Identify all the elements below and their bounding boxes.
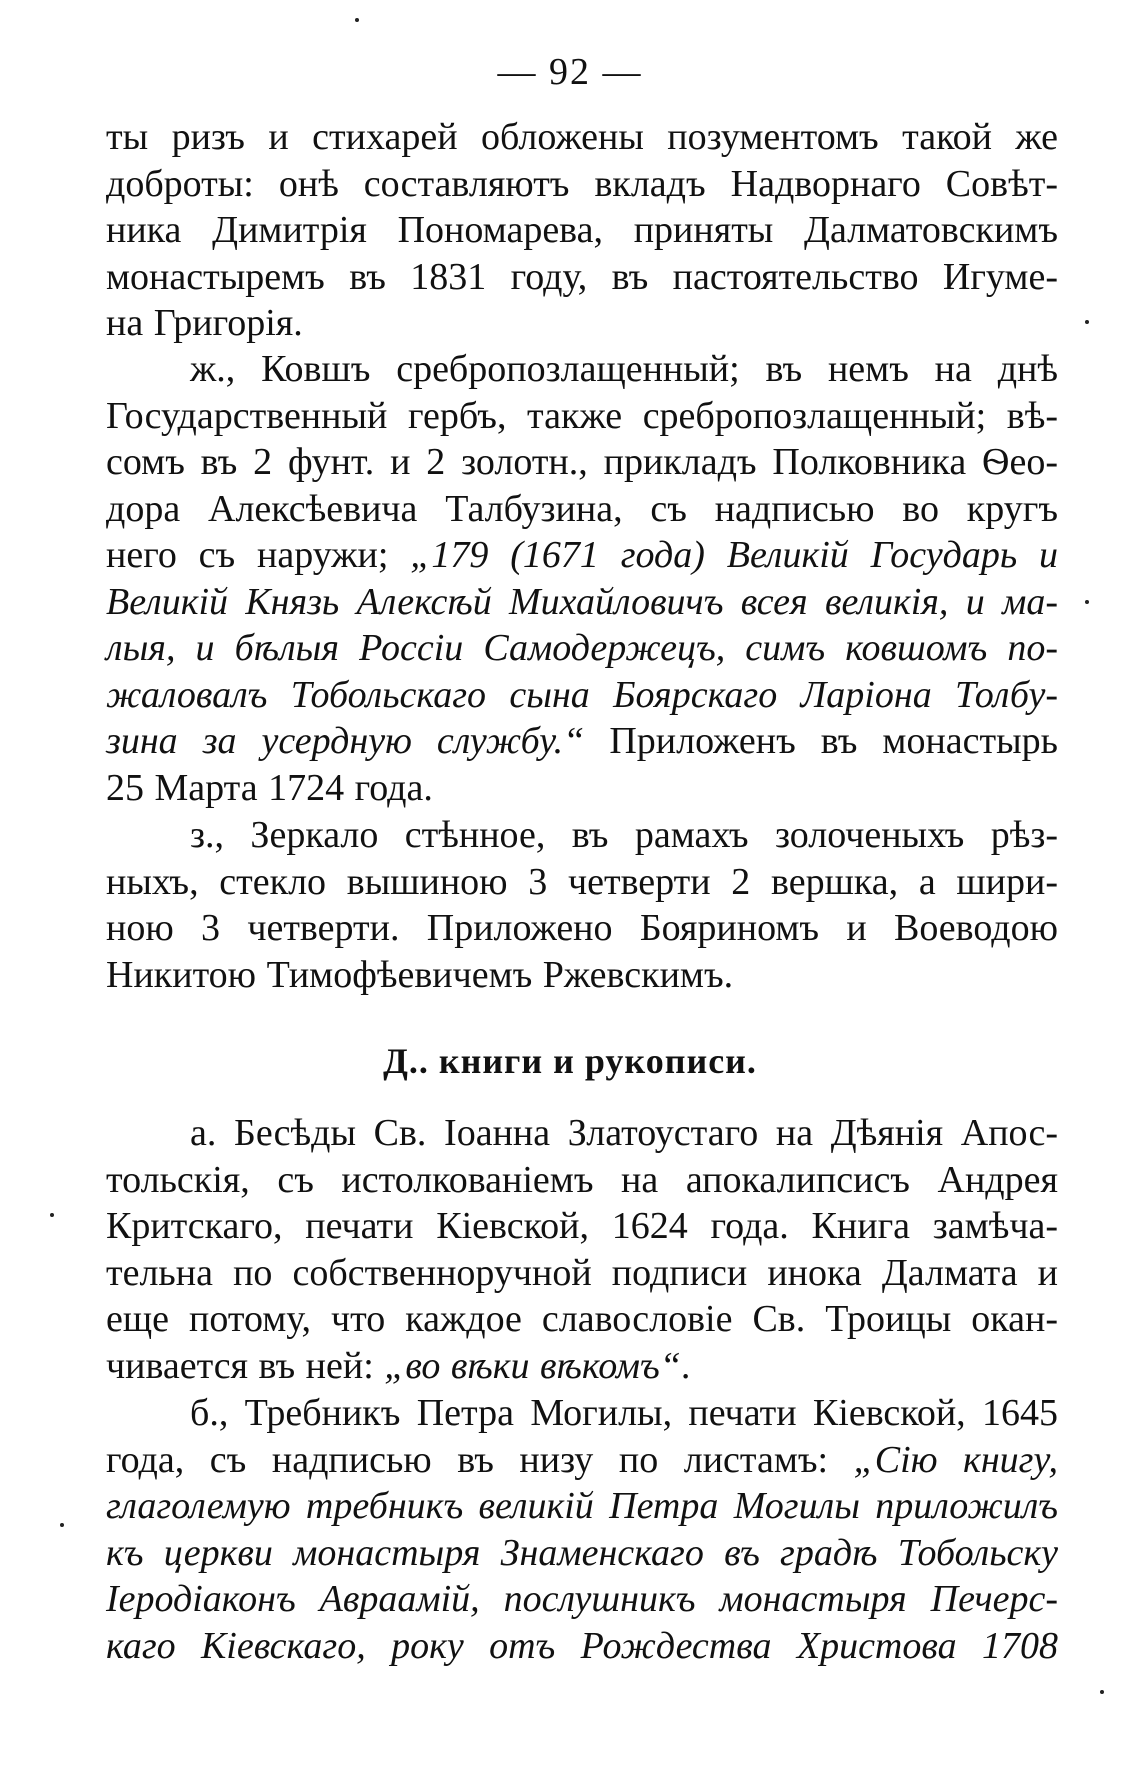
- quote-text: „во вѣки вѣкомъ“: [384, 1344, 681, 1387]
- text-line: [106, 718, 1058, 765]
- text-run: года, съ надписью въ низу по листамъ:: [106, 1438, 854, 1481]
- inscription-line: Великій Князь Алексѣй Михайловичъ всея великія, и ма-: [106, 580, 1058, 623]
- text-line: Критскаго, печати Кіевской, 1624 года. Книга замѣча-: [106, 1205, 1058, 1247]
- text-line: ты ризъ и стихарей обложены позументомъ такой же: [106, 116, 1058, 158]
- inscription-line: къ церкви монастыря Знаменскаго въ градѣ Тобольску: [106, 1531, 1058, 1574]
- paragraph-trebnik: [106, 1390, 1058, 1669]
- scan-speck: [1085, 320, 1089, 324]
- scan-speck: [1085, 600, 1089, 604]
- text-line: тельна по собственноручной подписи инока Далмата и: [106, 1251, 1058, 1294]
- text-line: а. Бесѣды Св. Іоанна Златоустаго на Дѣянія Апос-: [190, 1112, 1058, 1154]
- text-line: тольскія, съ истолкованіемъ на апокалипсисъ Андрея: [106, 1158, 1058, 1201]
- text-run: Приложенъ въ монастырь: [584, 720, 1058, 762]
- paragraph-besedy: [106, 1110, 1058, 1389]
- inscription-text: „Сію книгу,: [853, 1438, 1058, 1481]
- text-line: з., Зеркало стѣнное, въ рамахъ золоченыхъ рѣз-: [190, 814, 1058, 856]
- paragraph-mirror: [106, 812, 1058, 998]
- text-line: Никитою Тимофѣевичемъ Ржевскимъ.: [106, 953, 734, 996]
- scan-speck: [50, 1213, 54, 1217]
- text-line: ныхъ, стекло вышиною 3 четверти 2 вершка, а шири-: [106, 860, 1058, 903]
- text-line: Государственный гербъ, также сребропозлащенный; вѣ-: [106, 394, 1058, 437]
- text-line: б., Требникъ Петра Могилы, печати Кіевской, 1645: [190, 1392, 1058, 1434]
- text-line: доброты: онѣ составляютъ вкладъ Надворнаго Совѣт-: [106, 162, 1058, 205]
- text-line: ж., Ковшъ сребропозлащенный; въ немъ на днѣ: [190, 348, 1058, 390]
- text-line: монастыремъ въ 1831 году, въ пастоятельство Игуме-: [106, 255, 1058, 298]
- inscription-line: жаловалъ Тобольскаго сына Боярскаго Ларіона Толбу-: [106, 673, 1058, 716]
- text-line: еще потому, что каждое славословіе Св. Троицы окан-: [106, 1298, 1058, 1340]
- inscription-line: каго Кіевскаго, року отъ Рождества Христова 1708: [106, 1624, 1058, 1667]
- inscription-text: зина за усердную службу.“: [106, 720, 585, 762]
- section-heading: Д.. книги и рукописи.: [383, 1041, 757, 1081]
- scan-speck: [60, 1523, 64, 1527]
- inscription-line: Іеродіаконъ Авраамій, послушникъ монастыря Печерс-: [106, 1578, 1058, 1620]
- page-number: — 92 —: [497, 51, 643, 93]
- text-line: сомъ въ 2 фунт. и 2 золотн., прикладъ Полковника Ѳео-: [106, 441, 1058, 483]
- scan-speck: [355, 18, 359, 22]
- text-run: него съ наружи;: [106, 534, 411, 576]
- text-line: 25 Марта 1724 года.: [106, 766, 433, 809]
- inscription-line: лыя, и бѣлыя Россіи Самодержецъ, симъ ковшомъ по-: [106, 627, 1058, 669]
- paragraph-vestments: [106, 114, 1058, 347]
- text-line: ника Димитрія Пономарева, приняты Далматовскимъ: [106, 209, 1058, 251]
- text-line: ною 3 четверти. Приложено Бояриномъ и Воеводою: [106, 907, 1058, 949]
- text-run: чивается въ ней:: [106, 1344, 385, 1387]
- inscription-line: глаголемую требникъ великій Петра Могилы приложилъ: [106, 1485, 1058, 1527]
- text-run: .: [680, 1344, 691, 1387]
- paragraph-kovsh: [106, 346, 1058, 811]
- text-line: на Григорія.: [106, 302, 303, 344]
- text-line: [106, 532, 1058, 579]
- text-line: [106, 1437, 1058, 1484]
- scan-speck: [1100, 1690, 1104, 1694]
- text-line: дора Алексѣевича Талбузина, съ надписью во кругъ: [106, 487, 1058, 530]
- inscription-text: „179 (1671 года) Великій Государь и: [410, 534, 1058, 576]
- text-line: [106, 1343, 1058, 1390]
